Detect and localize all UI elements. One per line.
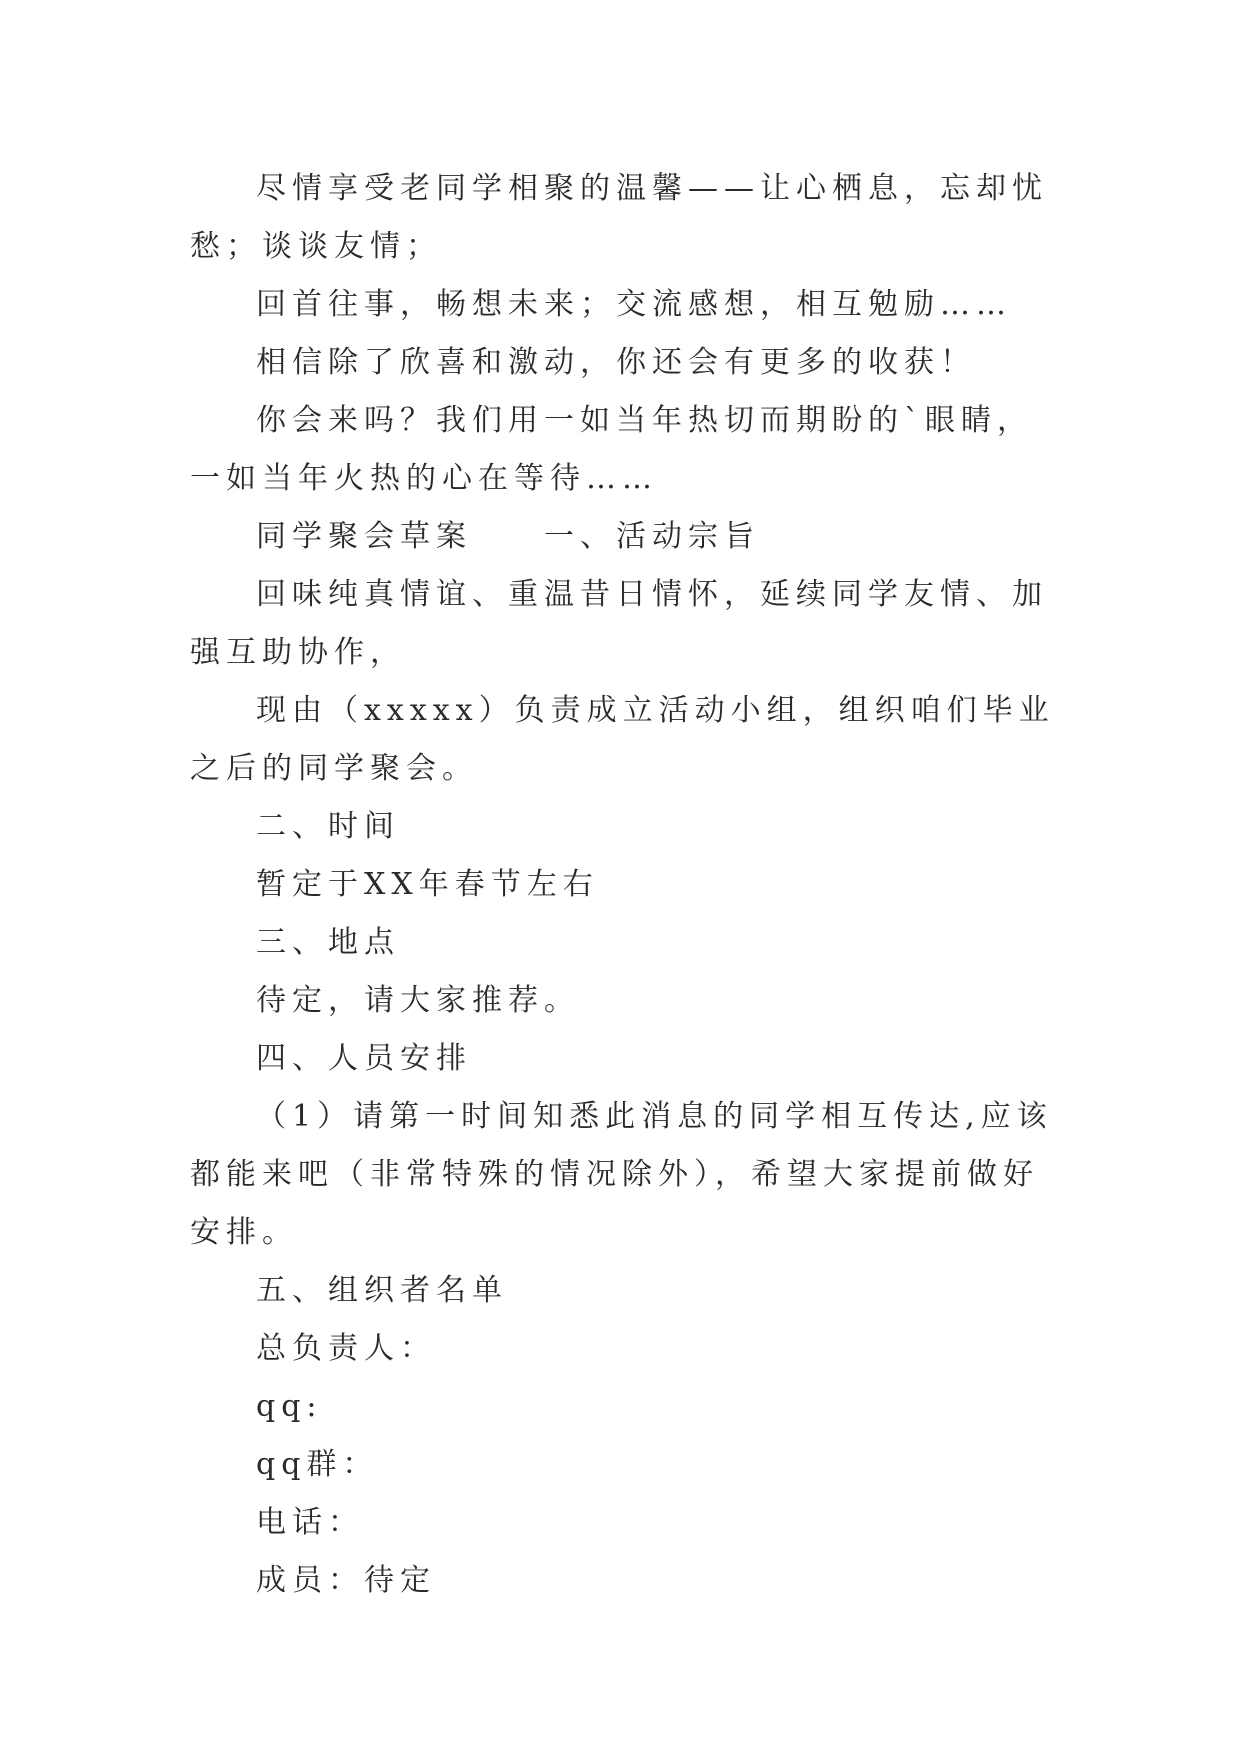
field-phone: 电话： (256, 1505, 364, 1540)
field-chief-organizer: 总负责人： (256, 1331, 436, 1366)
paragraph-personnel-detail: （1）请第一时间知悉此消息的同学相互传达,应该都能来吧（非常特殊的情况除外），希望大家提前做好安排。 (190, 1099, 1053, 1250)
paragraph-will-you-come: 你会来吗？我们用一如当年热切而期盼的`眼睛，一如当年火热的心在等待…… (190, 403, 1033, 496)
paragraph-location-detail: 待定，请大家推荐。 (256, 983, 580, 1018)
paragraph-time-detail: 暂定于XX年春节左右 (256, 867, 599, 902)
field-qq-group: qq群： (256, 1447, 379, 1482)
field-qq: qq: (256, 1389, 323, 1424)
paragraph-purpose-detail: 回味纯真情谊、重温昔日情怀，延续同学友情、加强互助协作， (190, 577, 1048, 670)
heading-organizers: 五、组织者名单 (256, 1273, 508, 1308)
heading-time: 二、时间 (256, 809, 400, 844)
heading-location: 三、地点 (256, 925, 400, 960)
paragraph-organizing-group: 现由（xxxxx）负责成立活动小组，组织咱们毕业之后的同学聚会。 (190, 693, 1055, 786)
document-body (190, 160, 1055, 1610)
heading-draft-purpose: 同学聚会草案 一、活动宗旨 (256, 519, 760, 554)
paragraph-recall-past: 回首往事，畅想未来；交流感想，相互勉励…… (256, 287, 1012, 322)
paragraph-gathering-warmth: 尽情享受老同学相聚的温馨——让心栖息，忘却忧愁；谈谈友情； (190, 171, 1048, 264)
heading-personnel: 四、人员安排 (256, 1041, 472, 1076)
field-members: 成员：待定 (256, 1563, 436, 1598)
paragraph-more-gains: 相信除了欣喜和激动，你还会有更多的收获！ (256, 345, 976, 380)
